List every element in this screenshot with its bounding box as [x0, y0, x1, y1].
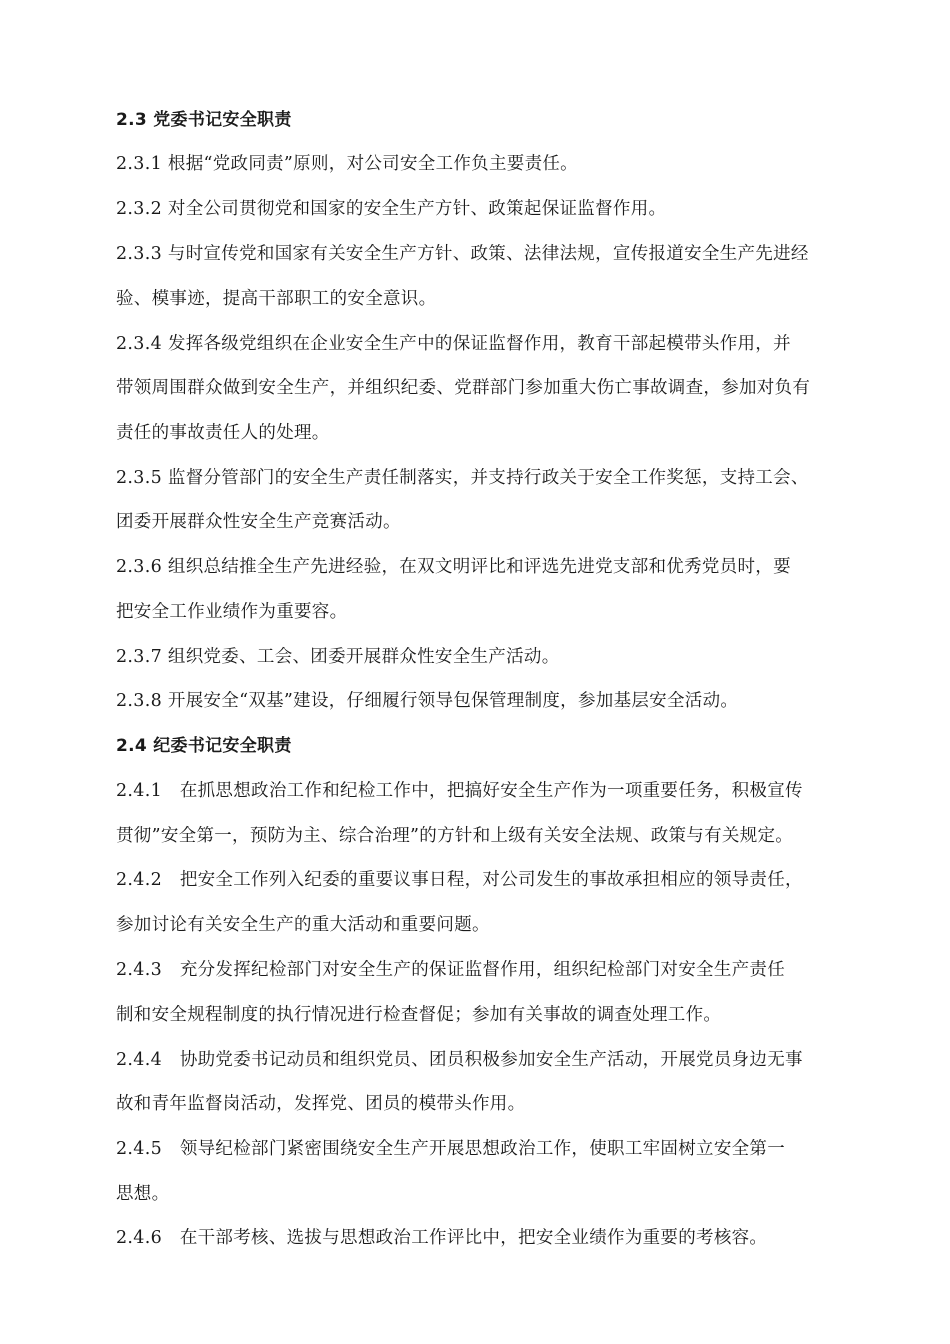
paragraph-line: 2.3.2 对全公司贯彻党和国家的安全生产方针、政策起保证监督作用。: [116, 199, 667, 219]
paragraph-line: 2.3.5 监督分管部门的安全生产责任制落实，并支持行政关于安全工作奖惩，支持工会、: [116, 468, 809, 488]
paragraph-line: 2.3.1 根据“党政同责”原则，对公司安全工作负主要责任。: [116, 154, 578, 174]
paragraph-line: 2.4.5 领导纪检部门紧密围绕安全生产开展思想政治工作，使职工牢固树立安全第一: [116, 1139, 786, 1159]
section-heading-2-3: 2.3 党委书记安全职责: [116, 110, 292, 130]
paragraph-line: 参加讨论有关安全生产的重大活动和重要问题。: [116, 915, 490, 935]
paragraph-line: 思想。: [116, 1184, 170, 1204]
paragraph-line: 制和安全规程制度的执行情况进行检查督促；参加有关事故的调查处理工作。: [116, 1005, 722, 1025]
paragraph-line: 2.3.6 组织总结推全生产先进经验，在双文明评比和评选先进党支部和优秀党员时，要: [116, 557, 791, 577]
paragraph-line: 贯彻”安全第一，预防为主、综合治理”的方针和上级有关安全法规、政策与有关规定。: [116, 826, 794, 846]
paragraph-line: 故和青年监督岗活动，发挥党、团员的模带头作用。: [116, 1094, 526, 1114]
paragraph-line: 责任的事故责任人的处理。: [116, 423, 330, 443]
paragraph-line: 2.3.3 与时宣传党和国家有关安全生产方针、政策、法律法规，宣传报道安全生产先进经: [116, 244, 809, 264]
paragraph-line: 把安全工作业绩作为重要容。: [116, 602, 348, 622]
paragraph-line: 2.3.7 组织党委、工会、团委开展群众性安全生产活动。: [116, 647, 560, 667]
paragraph-line: 2.4.2 把安全工作列入纪委的重要议事日程，对公司发生的事故承担相应的领导责任，: [116, 870, 803, 890]
paragraph-line: 2.4.4 协助党委书记动员和组织党员、团员积极参加安全生产活动，开展党员身边无事: [116, 1050, 803, 1070]
paragraph-line: 2.4.6 在干部考核、选拔与思想政治工作评比中，把安全业绩作为重要的考核容。: [116, 1228, 768, 1248]
paragraph-line: 团委开展群众性安全生产竞赛活动。: [116, 512, 401, 532]
paragraph-line: 2.3.4 发挥各级党组织在企业安全生产中的保证监督作用，教育干部起模带头作用，并: [116, 334, 791, 354]
paragraph-line: 2.4.1 在抓思想政治工作和纪检工作中，把搞好安全生产作为一项重要任务，积极宣传: [116, 781, 803, 801]
paragraph-line: 验、模事迹，提高干部职工的安全意识。: [116, 289, 437, 309]
paragraph-line: 2.3.8 开展安全“双基”建设，仔细履行领导包保管理制度，参加基层安全活动。: [116, 691, 739, 711]
paragraph-line: 2.4.3 充分发挥纪检部门对安全生产的保证监督作用，组织纪检部门对安全生产责任: [116, 960, 786, 980]
section-heading-2-4: 2.4 纪委书记安全职责: [116, 736, 292, 756]
paragraph-line: 带领周围群众做到安全生产，并组织纪委、党群部门参加重大伤亡事故调查，参加对负有: [116, 378, 811, 398]
